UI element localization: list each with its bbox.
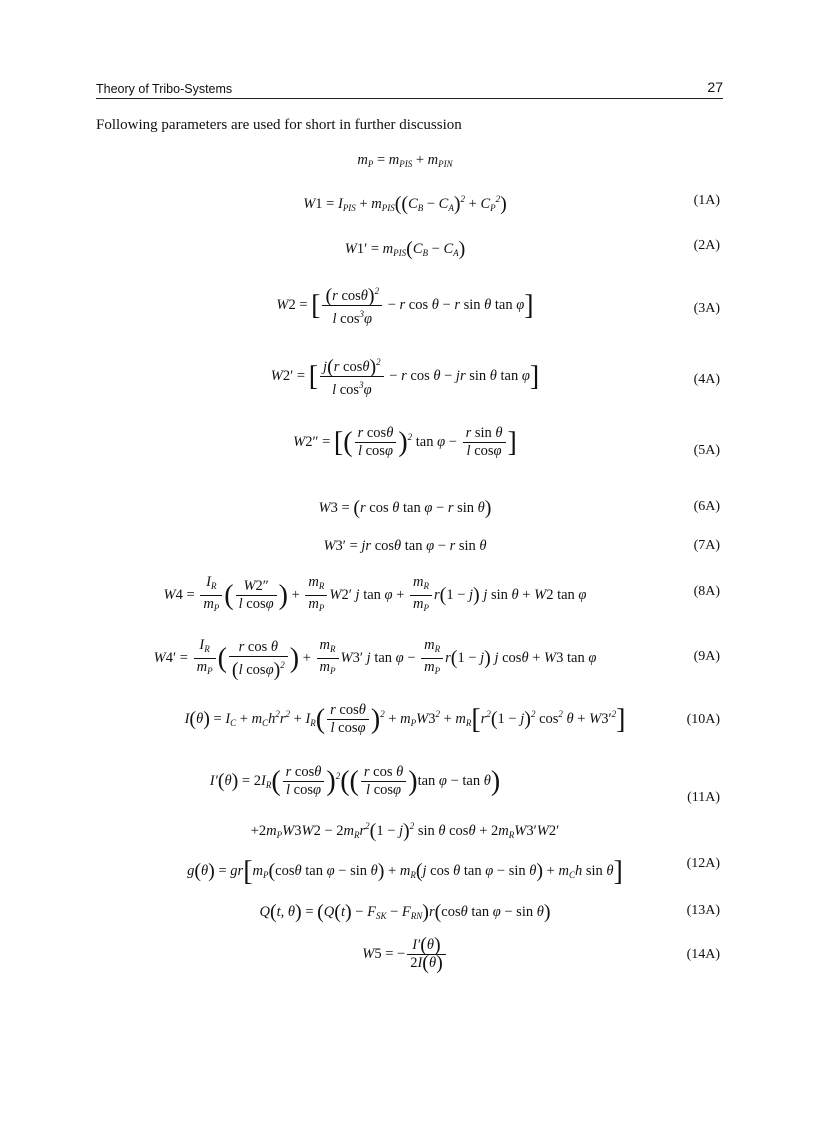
equation-number: (13A): [686, 903, 720, 918]
equation-number: (3A): [693, 301, 720, 316]
equation-number: (11A): [687, 790, 720, 805]
equation-number: (6A): [693, 499, 720, 514]
equation-number: (10A): [686, 712, 720, 727]
equation-number: (14A): [686, 947, 720, 962]
page: Theory of Tribo-Systems 27 Following parameters are used for short in further discussion $m_P = m_{PIS} + m_{PIN}$ $W1 = I_{PIS} + m_{PIS}((C_B - C_A)^2 + C_P^2)$ (1A) $W1' = m_{PIS}(C_B - C_A)$ (2A) W2 = [ $\frac{(r \cos\theta)^2}{l \cos^3\varphi}$ − r cos θ − r sin θ tan φ] (3A) W2′ = [ $\frac{j(r \cos\theta)^2}{l \cos^3\varphi}$ − r cos θ − jr sin θ tan φ] (4A) W2″ = [( $\frac{\text{r cosθ}}{\text{l cosφ}}$ )$^2$ tan φ − $\frac{\text{r sin θ}}{\text{l cosφ}}$ ] (5A) W3 = (r cos θ tan φ − r sin θ) (6A) W3′ = jr cosθ tan φ − r sin θ (7A) W4 = $\frac{I_R}{m_P}$ ( $\frac{W2''}{\text{l cosφ}}$ ) + $\frac{m_R}{m_P}$ W2′ j tan φ + $\frac{m_R}{m_P}$ r(1 − j) j sin θ + W2 tan φ (8A) W4′ = $\frac{I_R}{m_P}$ ( $\frac{\text{r cos θ}}{(l \cos\varphi)^2}$ ) + $\frac{m_R}{m_P}$ W3′ j tan φ − $\frac{m_R}{m_P}$ r(1 − j) j cosθ + W3 tan φ (9A) $I(\theta) = I_C + m_Ch^2r^2 + I_R$( $\frac{\text{r cosθ}}{\text{l cosφ}}$ )$^2 + m_PW3^2 + m_R[r^2(1 - j)^2$ $\cos^2 \theta + W3'^2$] (10A) $I'(\theta) = 2I_R$( $\frac{\text{r cosθ}}{\text{l cosφ}}$ )$^2$(( $\frac{\text{r cos θ}}{\text{l cosφ}}$ )tan φ − tan θ) $+2m_PW3W2 - 2m_Rr^2(1 - j)^2$ sin θ $\cos\theta + 2m_RW3'W2'$ (11A) $g(\theta) = gr[m_P(\cos\theta$ $\tan \varphi - \sin \theta) + m_R(j$ cos θ $\tan \varphi - \sin \theta) + m_Ch$ sin θ] (12A) Q(t, $\theta) = (Q(t) - F_{SK} - F_{RN})r(\cos\theta$ tan φ − sin θ) (13A) W5 = − $\frac{I'(\theta)}{2I(\theta)}$ (14A): [96, 79, 723, 974]
equation-number: (4A): [693, 372, 720, 387]
equation-number: (7A): [693, 538, 720, 553]
equation-number: (2A): [693, 238, 720, 253]
equation-number: (12A): [686, 856, 720, 871]
page-number: 27: [707, 79, 723, 95]
intro-paragraph: Following parameters are used for short in further discussion: [96, 117, 462, 133]
equation-number: (5A): [693, 443, 720, 458]
equation-number: (9A): [693, 649, 720, 664]
equation-number: (1A): [693, 193, 720, 208]
running-header: [96, 80, 723, 99]
header-title: Theory of Tribo-Systems: [96, 82, 233, 96]
equation-number: (8A): [693, 584, 720, 599]
